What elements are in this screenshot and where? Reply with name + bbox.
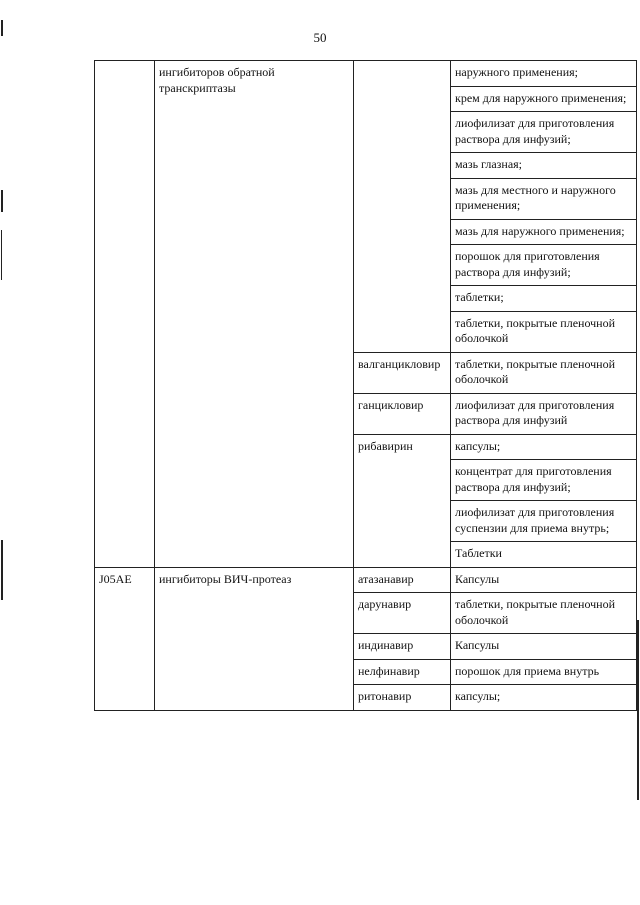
drug-name-cell: ганцикловир bbox=[354, 393, 451, 434]
dosage-form-cell: лиофилизат для приготовления раствора для инфузий; bbox=[451, 112, 637, 153]
dosage-form-cell: Капсулы bbox=[451, 567, 637, 593]
dosage-form-cell: мазь для наружного применения; bbox=[451, 219, 637, 245]
scan-edge-mark bbox=[1, 540, 3, 600]
dosage-form-cell: концентрат для приготовления раствора для инфузий; bbox=[451, 460, 637, 501]
dosage-form-cell: капсулы; bbox=[451, 685, 637, 711]
table-row bbox=[95, 61, 637, 87]
dosage-form-cell: мазь для местного и наружного применения; bbox=[451, 178, 637, 219]
atc-code-cell bbox=[95, 61, 155, 568]
group-name-cell: ингибиторы ВИЧ-протеаз bbox=[155, 567, 354, 710]
dosage-form-cell: таблетки, покрытые пленочной оболочкой bbox=[451, 311, 637, 352]
drug-table bbox=[94, 60, 637, 711]
scan-edge-mark bbox=[637, 620, 639, 800]
group-name-cell: ингибиторов обратной транскриптазы bbox=[155, 61, 354, 568]
dosage-form-cell: наружного применения; bbox=[451, 61, 637, 87]
dosage-form-cell: крем для наружного применения; bbox=[451, 86, 637, 112]
dosage-form-cell: порошок для приема внутрь bbox=[451, 659, 637, 685]
scan-edge-mark bbox=[1, 20, 3, 36]
dosage-form-cell: Капсулы bbox=[451, 634, 637, 660]
drug-name-cell: нелфинавир bbox=[354, 659, 451, 685]
page-number: 50 bbox=[313, 30, 327, 45]
table-row bbox=[95, 567, 637, 593]
dosage-form-cell: лиофилизат для приготовления раствора для инфузий bbox=[451, 393, 637, 434]
drug-name-cell: валганцикловир bbox=[354, 352, 451, 393]
dosage-form-cell: таблетки, покрытые пленочной оболочкой bbox=[451, 593, 637, 634]
scan-edge-mark bbox=[1, 190, 3, 212]
drug-name-cell: индинавир bbox=[354, 634, 451, 660]
atc-code-cell: J05AE bbox=[95, 567, 155, 710]
drug-name-cell: рибавирин bbox=[354, 434, 451, 567]
dosage-form-cell: Таблетки bbox=[451, 542, 637, 568]
drug-name-cell: ритонавир bbox=[354, 685, 451, 711]
drug-name-cell bbox=[354, 61, 451, 353]
table-body bbox=[95, 61, 637, 711]
dosage-form-cell: таблетки; bbox=[451, 286, 637, 312]
scan-edge-mark bbox=[1, 230, 2, 280]
drug-name-cell: дарунавир bbox=[354, 593, 451, 634]
dosage-form-cell: порошок для приготовления раствора для инфузий; bbox=[451, 245, 637, 286]
dosage-form-cell: капсулы; bbox=[451, 434, 637, 460]
dosage-form-cell: мазь глазная; bbox=[451, 153, 637, 179]
drug-name-cell: атазанавир bbox=[354, 567, 451, 593]
dosage-form-cell: таблетки, покрытые пленочной оболочкой bbox=[451, 352, 637, 393]
dosage-form-cell: лиофилизат для приготовления суспензии для приема внутрь; bbox=[451, 501, 637, 542]
